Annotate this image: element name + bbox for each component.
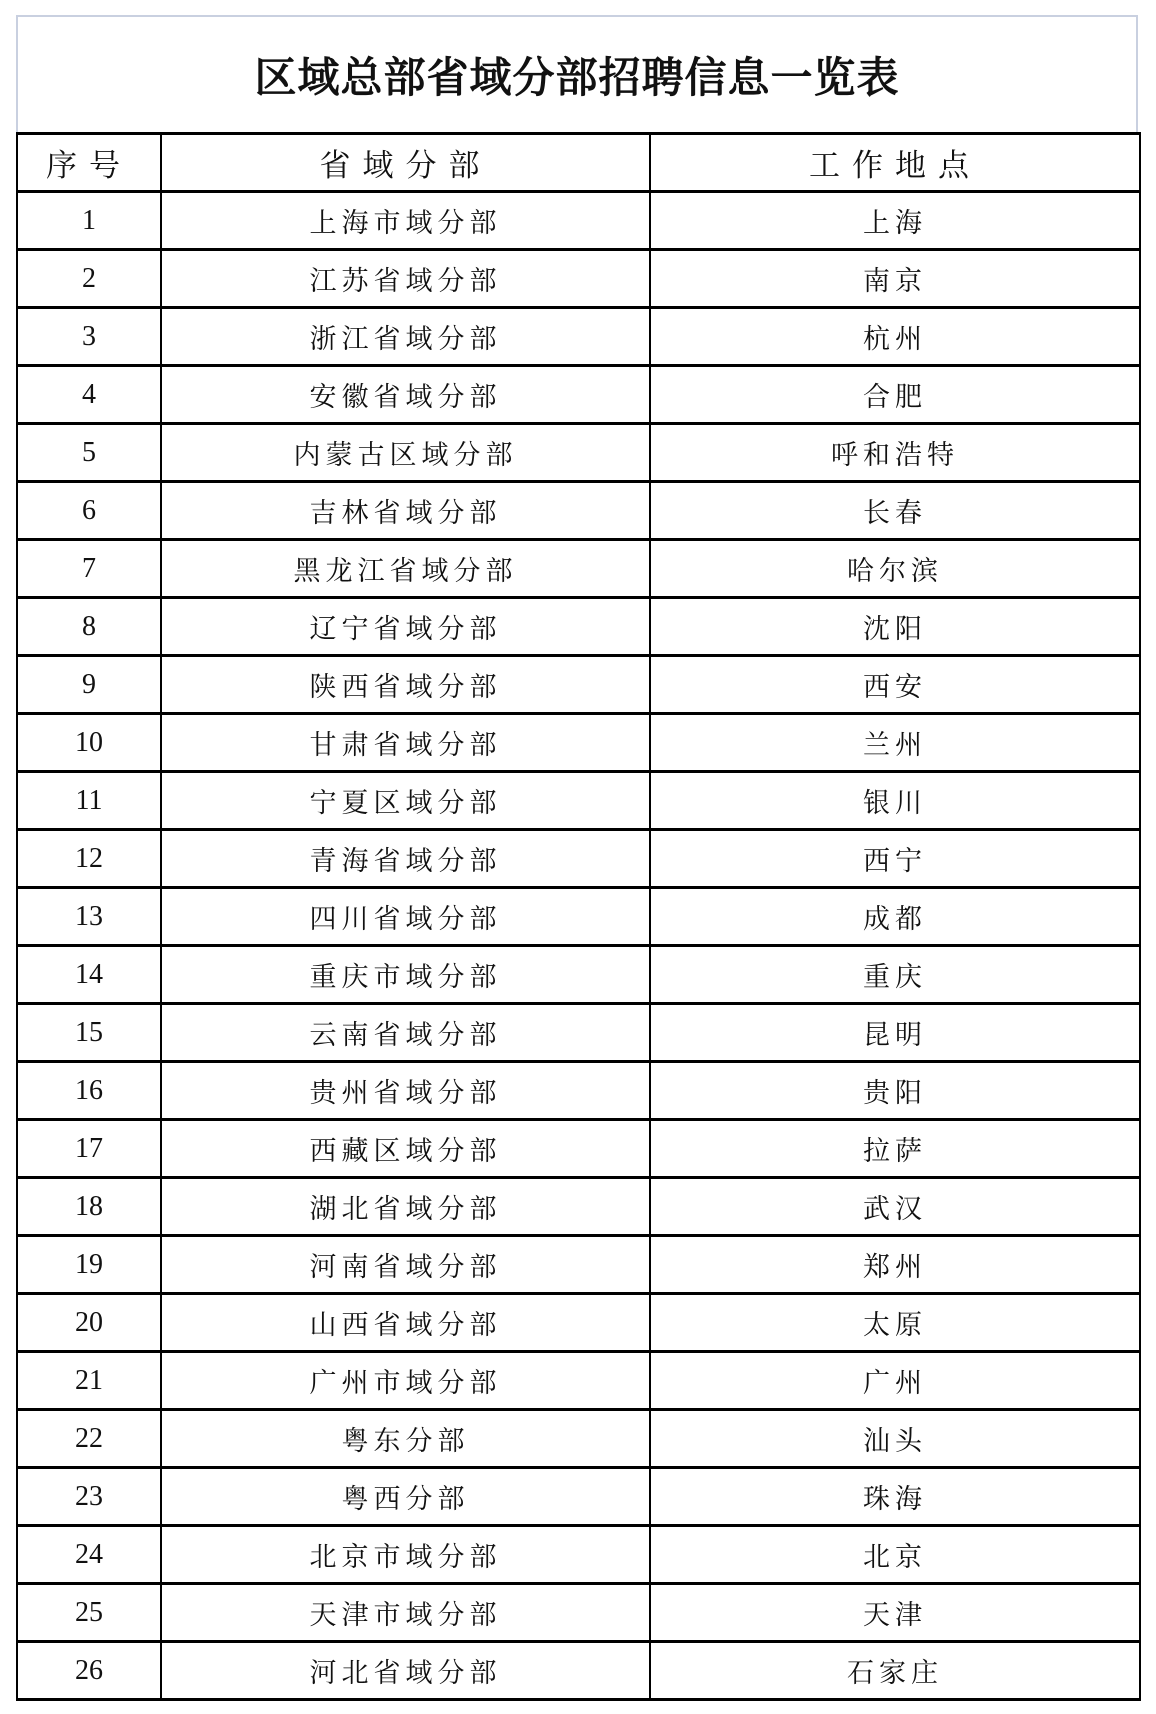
work-location: 成都 [650,888,1140,946]
title-box [16,15,1138,132]
table-row [17,424,1140,482]
table-row [17,1468,1140,1526]
work-location: 杭州 [650,308,1140,366]
branch-name: 云南省域分部 [161,1004,650,1062]
branch-name: 重庆市域分部 [161,946,650,1004]
table-row [17,598,1140,656]
branch-name: 西藏区域分部 [161,1120,650,1178]
table-row [17,714,1140,772]
work-location: 沈阳 [650,598,1140,656]
table-row [17,1294,1140,1352]
work-location: 石家庄 [650,1642,1140,1700]
work-location: 重庆 [650,946,1140,1004]
work-location: 呼和浩特 [650,424,1140,482]
row-number: 11 [17,772,161,830]
table-row [17,482,1140,540]
table-row [17,1236,1140,1294]
work-location: 哈尔滨 [650,540,1140,598]
branch-name: 粤西分部 [161,1468,650,1526]
branch-name: 上海市域分部 [161,192,650,250]
table-row [17,1526,1140,1584]
row-number: 25 [17,1584,161,1642]
row-number: 4 [17,366,161,424]
branch-name: 浙江省域分部 [161,308,650,366]
table-row [17,1178,1140,1236]
row-number: 3 [17,308,161,366]
branch-name: 贵州省域分部 [161,1062,650,1120]
work-location: 上海 [650,192,1140,250]
table-row [17,946,1140,1004]
work-location: 贵阳 [650,1062,1140,1120]
work-location: 兰州 [650,714,1140,772]
work-location: 南京 [650,250,1140,308]
branch-name: 宁夏区域分部 [161,772,650,830]
row-number: 19 [17,1236,161,1294]
branch-name: 吉林省域分部 [161,482,650,540]
table-row [17,366,1140,424]
branch-name: 山西省域分部 [161,1294,650,1352]
page-title: 区域总部省域分部招聘信息一览表 [254,52,900,102]
branch-name: 黑龙江省域分部 [161,540,650,598]
row-number: 12 [17,830,161,888]
table-row [17,888,1140,946]
header-number: 序号 [17,134,161,192]
table-row [17,1642,1140,1700]
row-number: 24 [17,1526,161,1584]
work-location: 西宁 [650,830,1140,888]
branch-name: 陕西省域分部 [161,656,650,714]
work-location: 昆明 [650,1004,1140,1062]
branch-name: 四川省域分部 [161,888,650,946]
work-location: 北京 [650,1526,1140,1584]
work-location: 合肥 [650,366,1140,424]
row-number: 6 [17,482,161,540]
row-number: 15 [17,1004,161,1062]
row-number: 17 [17,1120,161,1178]
row-number: 23 [17,1468,161,1526]
row-number: 20 [17,1294,161,1352]
row-number: 26 [17,1642,161,1700]
recruitment-table [16,132,1141,1701]
work-location: 珠海 [650,1468,1140,1526]
row-number: 14 [17,946,161,1004]
row-number: 16 [17,1062,161,1120]
branch-name: 江苏省域分部 [161,250,650,308]
branch-name: 青海省域分部 [161,830,650,888]
branch-name: 天津市域分部 [161,1584,650,1642]
table-row [17,656,1140,714]
row-number: 5 [17,424,161,482]
row-number: 1 [17,192,161,250]
row-number: 13 [17,888,161,946]
work-location: 武汉 [650,1178,1140,1236]
table-row [17,1584,1140,1642]
work-location: 拉萨 [650,1120,1140,1178]
branch-name: 湖北省域分部 [161,1178,650,1236]
branch-name: 广州市域分部 [161,1352,650,1410]
branch-name: 北京市域分部 [161,1526,650,1584]
table-row [17,1352,1140,1410]
work-location: 西安 [650,656,1140,714]
table-row [17,1120,1140,1178]
header-row [17,134,1140,192]
table-row [17,1410,1140,1468]
branch-name: 粤东分部 [161,1410,650,1468]
row-number: 22 [17,1410,161,1468]
work-location: 银川 [650,772,1140,830]
table-row [17,1062,1140,1120]
table-row [17,192,1140,250]
work-location: 汕头 [650,1410,1140,1468]
row-number: 8 [17,598,161,656]
row-number: 7 [17,540,161,598]
header-location: 工作地点 [650,134,1140,192]
table-row [17,1004,1140,1062]
work-location: 太原 [650,1294,1140,1352]
branch-name: 安徽省域分部 [161,366,650,424]
table-row [17,540,1140,598]
work-location: 广州 [650,1352,1140,1410]
table-row [17,250,1140,308]
table-row [17,830,1140,888]
row-number: 9 [17,656,161,714]
branch-name: 河北省域分部 [161,1642,650,1700]
row-number: 18 [17,1178,161,1236]
header-branch: 省域分部 [161,134,650,192]
work-location: 天津 [650,1584,1140,1642]
work-location: 郑州 [650,1236,1140,1294]
branch-name: 河南省域分部 [161,1236,650,1294]
branch-name: 甘肃省域分部 [161,714,650,772]
row-number: 10 [17,714,161,772]
row-number: 2 [17,250,161,308]
branch-name: 内蒙古区域分部 [161,424,650,482]
work-location: 长春 [650,482,1140,540]
table-row [17,772,1140,830]
branch-name: 辽宁省域分部 [161,598,650,656]
table-row [17,308,1140,366]
row-number: 21 [17,1352,161,1410]
